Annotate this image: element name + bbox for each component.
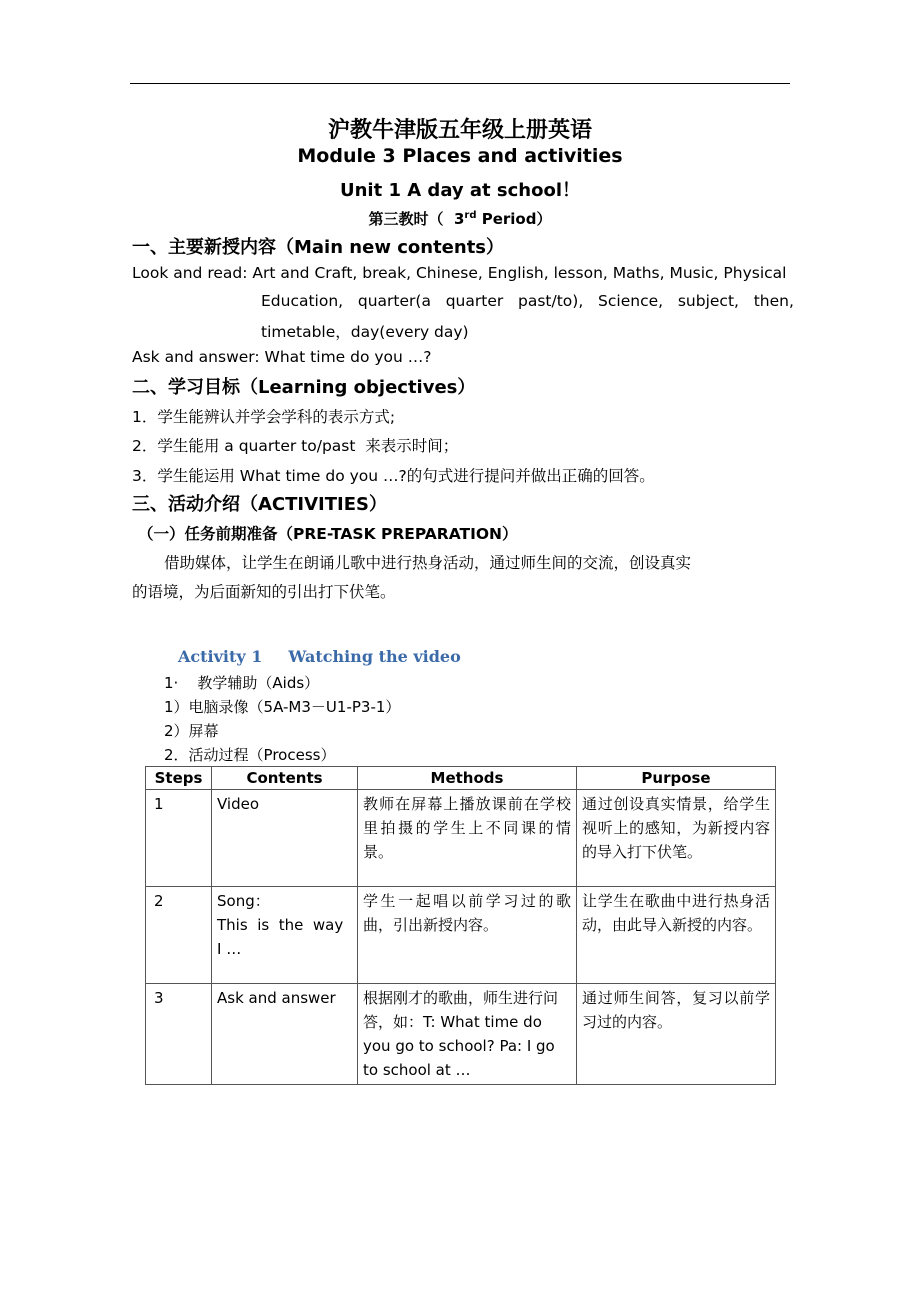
- period-title: [0, 208, 920, 229]
- aid-item-1: 1）电脑录像（5A-M3－U1-P3-1）: [164, 698, 401, 716]
- contents-cell: [212, 887, 358, 984]
- contents-line: I …: [217, 940, 242, 958]
- methods-cell: 学生一起唱以前学习过的歌曲，引出新授内容。: [358, 887, 577, 984]
- purpose-cell: 让学生在歌曲中进行热身活动，由此导入新授的内容。: [577, 887, 776, 984]
- pretask-subheading: （一）任务前期准备（PRE-TASK PREPARATION）: [138, 525, 518, 543]
- objective-1: 1．学生能辨认并学会学科的表示方式;: [132, 408, 396, 426]
- ask-answer-line: Ask and answer: What time do you …?: [132, 348, 432, 366]
- look-read-line3: timetable，day(every day): [261, 323, 469, 341]
- period-prefix: 第三教时（: [368, 210, 444, 228]
- activity-number: Activity 1: [178, 647, 263, 666]
- period-ordinal: rd: [464, 210, 477, 221]
- methods-cell: 根据刚才的歌曲，师生进行问答，如：T: What time do you go to school? Pa: I go to school at …: [358, 984, 577, 1085]
- table-row: [146, 790, 776, 887]
- look-read-line2: Education, quarter(a quarter past/to), Science, subject, then,: [261, 292, 794, 310]
- section3-heading: 三、活动介绍（ACTIVITIES）: [132, 494, 387, 515]
- aid-item-2: 2）屏幕: [164, 722, 219, 740]
- contents-cell: [212, 984, 358, 1085]
- table-header-row: [146, 767, 776, 790]
- pretask-paragraph-line1: 借助媒体，让学生在朗诵儿歌中进行热身活动，通过师生间的交流，创设真实: [164, 554, 692, 572]
- pretask-paragraph-line2: 的语境，为后面新知的引出打下伏笔。: [132, 583, 396, 601]
- doc-title: 沪教牛津版五年级上册英语: [327, 118, 592, 143]
- contents-line: This is the way: [217, 916, 344, 934]
- period-suffix: Period）: [476, 210, 552, 228]
- header-rule: [130, 83, 790, 84]
- contents-line: Video: [217, 795, 260, 813]
- contents-cell: [212, 790, 358, 887]
- purpose-cell: 通过师生间答，复习以前学习过的内容。: [577, 984, 776, 1085]
- look-read-line1: Look and read: Art and Craft, break, Chinese, English, lesson, Maths, Music, Physical: [132, 264, 787, 282]
- objective-3: 3．学生能运用 What time do you …?的句式进行提问并做出正确的回答。: [132, 467, 655, 485]
- process-table: [145, 766, 776, 1085]
- step-cell: 2: [146, 887, 212, 984]
- header-steps: Steps: [146, 767, 212, 790]
- header-methods: Methods: [358, 767, 577, 790]
- contents-line: Ask and answer: [217, 989, 336, 1007]
- methods-cell: 教师在屏幕上播放课前在学校里拍摄的学生上不同课的情景。: [358, 790, 577, 887]
- table-row: [146, 887, 776, 984]
- activity-heading: [178, 647, 461, 666]
- aids-title: 1· 教学辅助（Aids）: [164, 674, 320, 692]
- table-row: [146, 984, 776, 1085]
- section2-heading: 二、学习目标（Learning objectives）: [132, 377, 476, 398]
- activity-name: Watching the video: [288, 647, 461, 666]
- module-title: Module 3 Places and activities: [297, 145, 623, 167]
- purpose-cell: 通过创设真实情景，给学生视听上的感知，为新授内容的导入打下伏笔。: [577, 790, 776, 887]
- process-title: 2．活动过程（Process）: [164, 746, 336, 764]
- header-contents: Contents: [212, 767, 358, 790]
- section1-heading: 一、主要新授内容（Main new contents）: [132, 237, 505, 258]
- objective-2: 2．学生能用 a quarter to/past 来表示时间；: [132, 437, 459, 455]
- contents-line: Song：: [217, 892, 270, 910]
- step-cell: 1: [146, 790, 212, 887]
- step-cell: 3: [146, 984, 212, 1085]
- unit-title: Unit 1 A day at school！: [339, 180, 581, 201]
- period-number: 3: [453, 210, 465, 228]
- header-purpose: Purpose: [577, 767, 776, 790]
